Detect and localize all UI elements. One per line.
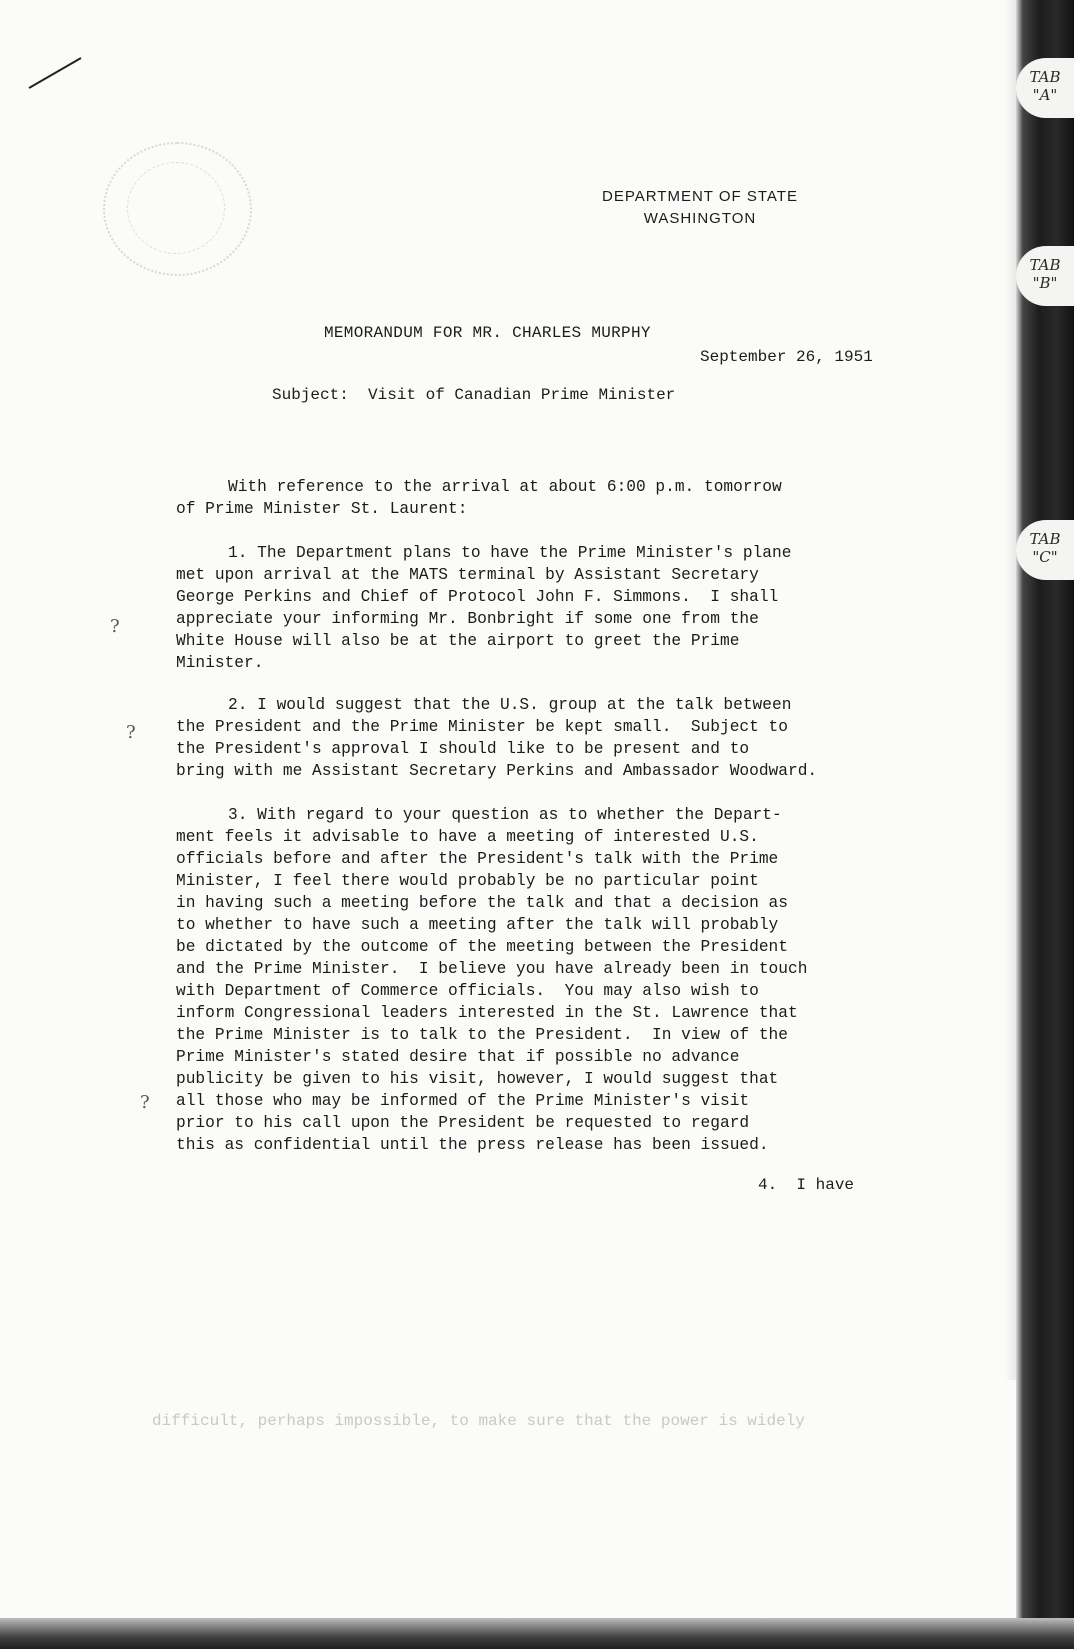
paragraph-line: with Department of Commerce officials. You may also wish to [176,982,759,1000]
paragraph-line: Minister. [176,654,264,672]
paragraph-line: Minister, I feel there would probably be no particular point [176,872,759,890]
tab-c-label: TAB [1029,530,1061,548]
paragraph-line: met upon arrival at the MATS terminal by Assistant Secretary [176,566,759,584]
tab-a[interactable] [1016,58,1074,118]
memo-subject: Subject: Visit of Canadian Prime Minister [272,386,676,404]
paragraph-line: all those who may be informed of the Prime Minister's visit [176,1092,750,1110]
margin-question-mark: ? [140,1092,150,1113]
paragraph-line: the Prime Minister is to talk to the President. In view of the [176,1026,788,1044]
paragraph-line: Prime Minister's stated desire that if possible no advance [176,1048,740,1066]
intro-line: of Prime Minister St. Laurent: [176,500,468,518]
paragraph-line: and the Prime Minister. I believe you have already been in touch [176,960,808,978]
paragraph-line: White House will also be at the airport to greet the Prime [176,632,740,650]
tab-a-label: TAB [1029,68,1061,86]
letterhead [540,186,860,230]
paragraph-line: 3. With regard to your question as to whether the Depart- [228,806,782,824]
paragraph-1 [176,542,791,674]
letterhead-department: DEPARTMENT OF STATE [602,188,798,205]
paragraph-line: be dictated by the outcome of the meeting between the President [176,938,788,956]
letterhead-city: WASHINGTON [643,210,757,227]
paragraph-line: the President and the Prime Minister be kept small. Subject to [176,718,788,736]
scan-bottom-edge [0,1618,1074,1649]
margin-question-mark: ? [126,722,136,743]
tab-a-letter: "A" [1032,86,1058,104]
embossed-seal-icon [103,142,252,276]
paragraph-2 [176,694,817,782]
paragraph-3 [176,804,807,1156]
paragraph-line: publicity be given to his visit, however, I would suggest that [176,1070,779,1088]
paragraph-line: appreciate your informing Mr. Bonbright if some one from the [176,610,759,628]
paragraph-line: ment feels it advisable to have a meeting of interested U.S. [176,828,759,846]
paragraph-line: the President's approval I should like to be present and to [176,740,750,758]
bleed-through-text: difficult, perhaps impossible, to make sure that the power is widely [152,1412,805,1430]
tab-b[interactable] [1016,246,1074,306]
tab-b-letter: "B" [1032,274,1058,292]
margin-question-mark: ? [110,616,120,637]
paragraph-line: inform Congressional leaders interested in the St. Lawrence that [176,1004,798,1022]
intro-line: With reference to the arrival at about 6:00 p.m. tomorrow [228,478,782,496]
tab-b-label: TAB [1029,256,1061,274]
paragraph-line: this as confidential until the press release has been issued. [176,1136,769,1154]
tab-c[interactable] [1016,520,1074,580]
paragraph-line: prior to his call upon the President be requested to regard [176,1114,750,1132]
paragraph-line: 1. The Department plans to have the Prime Minister's plane [228,544,792,562]
paragraph-line: to whether to have such a meeting after the talk will probably [176,916,779,934]
continuation-marker: 4. I have [758,1176,855,1194]
paragraph-line: bring with me Assistant Secretary Perkins and Ambassador Woodward. [176,762,818,780]
intro-paragraph [176,476,782,520]
paragraph-line: in having such a meeting before the talk and that a decision as [176,894,788,912]
paragraph-line: 2. I would suggest that the U.S. group at the talk between [228,696,792,714]
paragraph-line: officials before and after the President's talk with the Prime [176,850,779,868]
memo-title: MEMORANDUM FOR MR. CHARLES MURPHY [324,324,651,342]
memo-date: September 26, 1951 [700,348,873,366]
tab-c-letter: "C" [1032,548,1058,566]
paragraph-line: George Perkins and Chief of Protocol John F. Simmons. I shall [176,588,779,606]
